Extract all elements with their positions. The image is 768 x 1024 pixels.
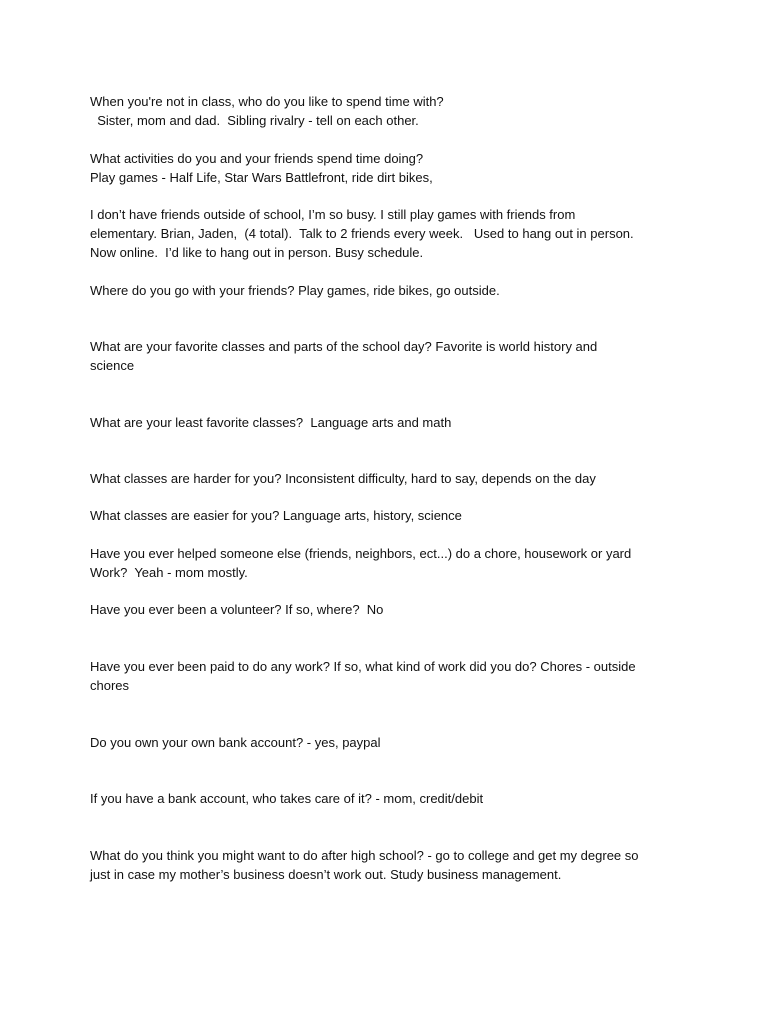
paragraph-line: I don’t have friends outside of school, I’m so busy. I still play games with friends from (90, 207, 576, 222)
question-text: science (90, 358, 135, 373)
question-text: When you're not in class, who do you like to spend time with? (90, 94, 444, 109)
question-text: If you have a bank account, who takes care of it? - mom, credit/debit (90, 791, 484, 806)
question-text: What classes are easier for you? Language arts, history, science (90, 508, 462, 523)
question-text: What are your favorite classes and parts of the school day? Favorite is world history and (90, 339, 598, 354)
question-text: Do you own your own bank account? - yes, paypal (90, 735, 381, 750)
question-text: chores (90, 678, 130, 693)
question-text: Where do you go with your friends? Play games, ride bikes, go outside. (90, 283, 500, 298)
question-text: just in case my mother’s business doesn’t work out. Study business management. (90, 867, 562, 882)
answer-text: Play games - Half Life, Star Wars Battlefront, ride dirt bikes, (90, 170, 433, 185)
question-text: What classes are harder for you? Inconsistent difficulty, hard to say, depends on the day (90, 471, 596, 486)
question-text: Have you ever been paid to do any work? If so, what kind of work did you do? Chores - outside (90, 659, 636, 674)
question-text: What are your least favorite classes? Language arts and math (90, 415, 452, 430)
question-text: Work? Yeah - mom mostly. (90, 565, 248, 580)
question-text: Have you ever been a volunteer? If so, where? No (90, 602, 384, 617)
question-text: Have you ever helped someone else (friends, neighbors, ect...) do a chore, housework or yard (90, 546, 632, 561)
paragraph-line: elementary. Brian, Jaden, (4 total). Talk to 2 friends every week. Used to hang out in person. (90, 226, 634, 241)
question-text: What do you think you might want to do after high school? - go to college and get my degree so (90, 848, 639, 863)
answer-text: Sister, mom and dad. Sibling rivalry - tell on each other. (90, 113, 419, 128)
paragraph-line: Now online. I’d like to hang out in person. Busy schedule. (90, 245, 424, 260)
question-text: What activities do you and your friends spend time doing? (90, 151, 424, 166)
